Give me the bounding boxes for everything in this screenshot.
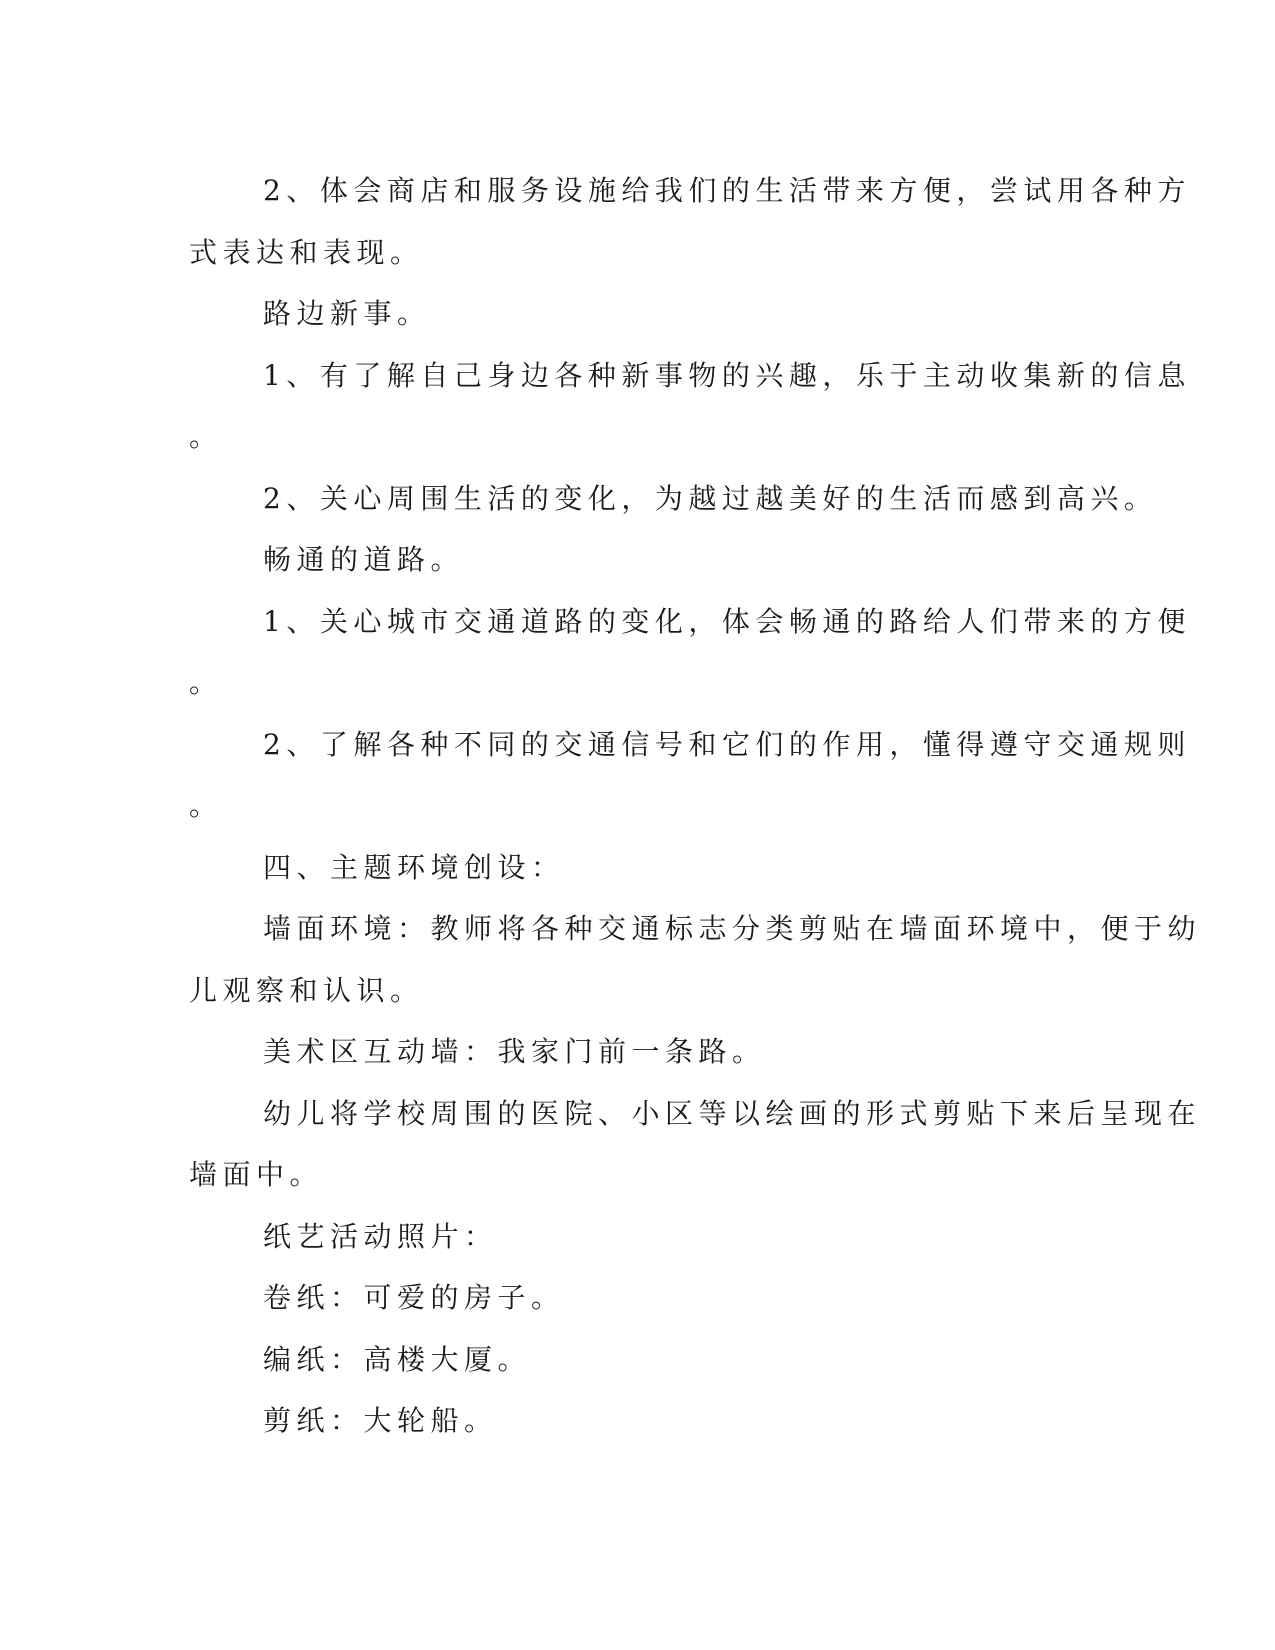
paragraph-line: 式表达和表现。 [189,235,424,269]
section-heading: 路边新事。 [263,297,431,330]
document-body [189,160,1202,1452]
paragraph-line: 剪纸：大轮船。 [263,1404,498,1437]
paragraph-line: 2、关心周围生活的变化，为越过越美好的生活而感到高兴。 [263,481,1158,515]
paragraph-line: 幼儿将学校周围的医院、小区等以绘画的形式剪贴下来后呈现在 [263,1096,1202,1130]
paragraph-line: 1、有了解自己身边各种新事物的兴趣，乐于主动收集新的信息 [263,358,1191,392]
paragraph-line: 。 [189,420,223,453]
paragraph-line: 。 [189,789,223,822]
section-heading: 畅通的道路。 [263,543,465,576]
paragraph-line: 2、体会商店和服务设施给我们的生活带来方便，尝试用各种方 [263,174,1191,207]
paragraph-line: 墙面环境：教师将各种交通标志分类剪贴在墙面环境中，便于幼 [263,912,1202,945]
paragraph-line: 墙面中。 [189,1158,324,1191]
paragraph-line: 美术区互动墙：我家门前一条路。 [263,1035,766,1068]
section-heading: 四、主题环境创设： [263,850,565,884]
paragraph-line: 2、了解各种不同的交通信号和它们的作用，懂得遵守交通规则 [263,727,1191,761]
paragraph-line: 儿观察和认识。 [189,973,424,1007]
paragraph-line: 1、关心城市交通道路的变化，体会畅通的路给人们带来的方便 [263,604,1191,638]
paragraph-line: 卷纸：可爱的房子。 [263,1281,565,1314]
paragraph-line: 编纸：高楼大厦。 [263,1342,532,1376]
paragraph-line: 纸艺活动照片： [263,1219,498,1253]
paragraph-line: 。 [189,666,223,699]
